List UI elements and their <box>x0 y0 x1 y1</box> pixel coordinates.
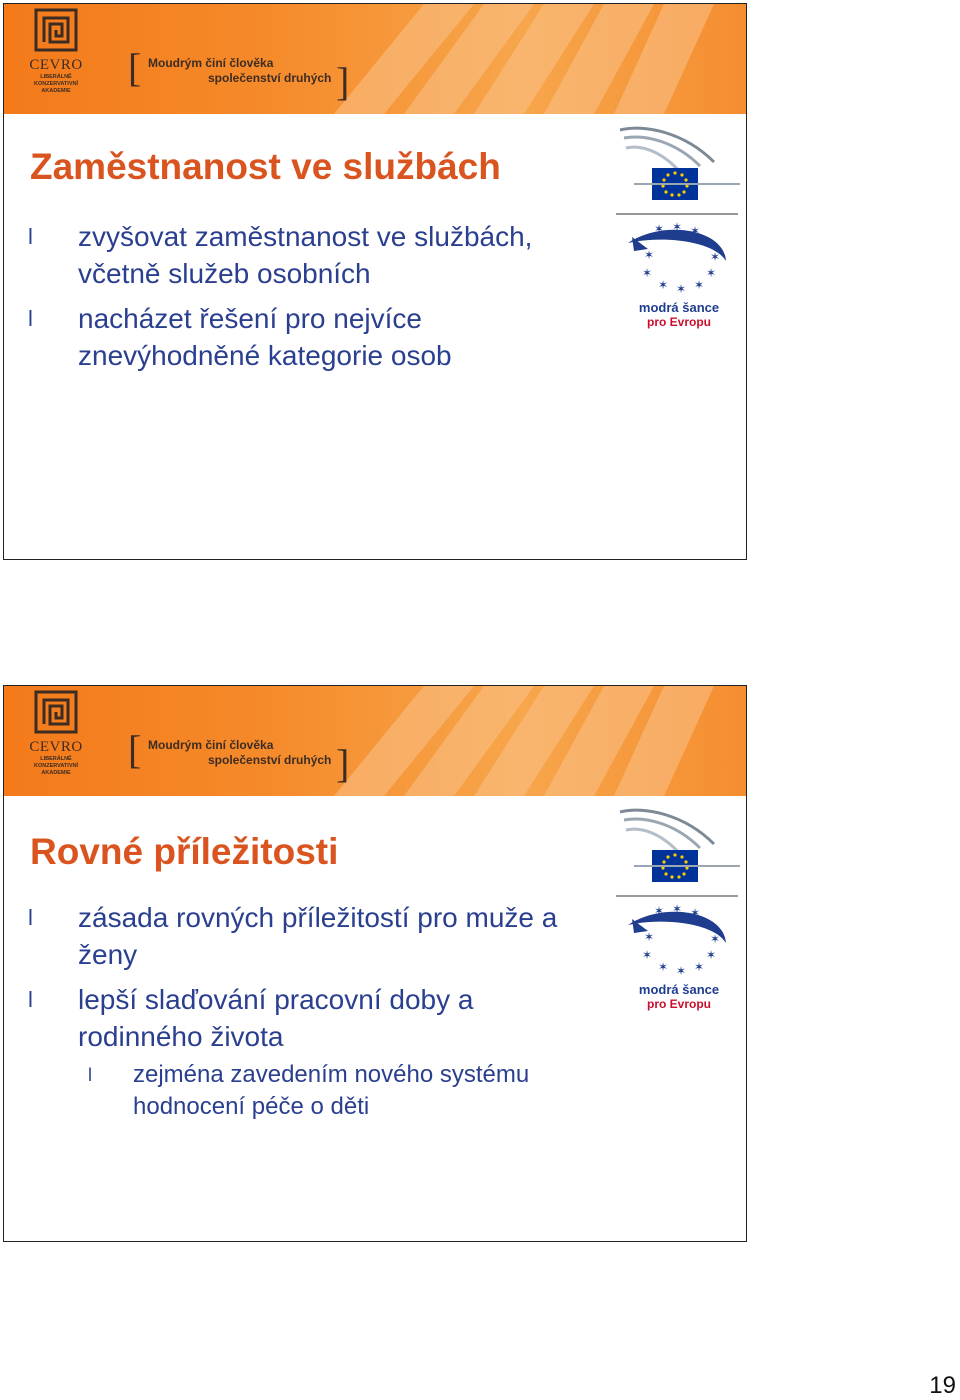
cevro-logo <box>12 690 100 792</box>
svg-text:✶: ✶ <box>676 282 687 296</box>
cevro-subtext-3: AKADEMIE <box>41 88 71 94</box>
cevro-meander-icon <box>34 690 78 734</box>
cevro-meander-icon <box>34 8 78 52</box>
slide-1 <box>3 3 747 560</box>
svg-text:✶: ✶ <box>706 948 717 962</box>
svg-text:✶: ✶ <box>706 266 717 280</box>
motto-bracket-left: [ <box>128 727 142 772</box>
motto-line-2: společenství druhých <box>208 753 332 767</box>
modra-sance-text: modrá šance <box>638 982 720 997</box>
motto-bracket-right: ] <box>336 741 350 786</box>
svg-text:✶: ✶ <box>642 266 653 280</box>
svg-text:✶: ✶ <box>690 906 701 920</box>
motto-line-2: společenství druhých <box>208 71 332 85</box>
header-banner <box>4 686 746 796</box>
stairs-graphic <box>4 686 746 796</box>
bullet-text: nacházet řešení pro nejvíce znevýhodněné kategorie osob <box>78 303 452 371</box>
svg-text:✶: ✶ <box>710 250 721 264</box>
bullet-text: zvyšovat zaměstnanost ve službách, včetně služeb osobních <box>78 221 533 289</box>
modra-sance-text: modrá šance <box>638 300 720 315</box>
cevro-subtext-3: AKADEMIE <box>41 770 71 776</box>
bullet-marker: l <box>28 905 33 930</box>
svg-text:✶: ✶ <box>694 278 705 292</box>
pro-evropu-text: pro Evropu <box>646 315 711 329</box>
motto <box>128 45 350 104</box>
svg-text:✶: ✶ <box>654 904 665 918</box>
motto-line-1: Moudrým činí člověka <box>148 56 274 70</box>
sub-bullet-text: zejména zavedením nového systému hodnocení péče o děti <box>133 1061 530 1120</box>
bullet-marker: l <box>28 987 33 1012</box>
modra-sance-logo <box>614 901 744 1016</box>
bullet-item <box>28 218 588 292</box>
bullet-marker: l <box>88 1065 92 1085</box>
cevro-subtext-2: KONZERVATIVNÍ <box>33 81 78 87</box>
header-banner <box>4 4 746 114</box>
svg-text:✶: ✶ <box>672 902 683 916</box>
svg-text:✶: ✶ <box>644 248 655 262</box>
svg-text:✶: ✶ <box>676 964 687 978</box>
svg-text:✶: ✶ <box>694 960 705 974</box>
svg-text:✶: ✶ <box>690 224 701 238</box>
sub-bullet-item <box>28 1059 588 1123</box>
bullet-list <box>28 218 588 382</box>
motto-bracket-left: [ <box>128 45 142 90</box>
bullet-text: zásada rovných příležitostí pro muže a ženy <box>78 902 558 970</box>
bullet-text: lepší slaďování pracovní doby a rodinného života <box>78 984 474 1052</box>
bullet-list <box>28 899 588 1131</box>
svg-text:✶: ✶ <box>654 222 665 236</box>
slide-title: Zaměstnanost ve službách <box>30 146 501 187</box>
stars-swoosh-icon <box>614 219 744 299</box>
cevro-subtext-2: KONZERVATIVNÍ <box>33 763 78 769</box>
motto <box>128 727 350 786</box>
pro-evropu-text: pro Evropu <box>646 997 711 1011</box>
cevro-subtext-1: LIBERÁLNĚ <box>40 74 72 80</box>
motto-bracket-right: ] <box>336 59 350 104</box>
stars-swoosh-icon <box>614 901 744 981</box>
bullet-marker: l <box>28 306 33 331</box>
motto-line-1: Moudrým činí člověka <box>148 738 274 752</box>
modra-sance-logo <box>614 219 744 334</box>
bullet-item <box>28 981 588 1055</box>
svg-text:✶: ✶ <box>642 948 653 962</box>
bullet-item <box>28 300 588 374</box>
bullet-item <box>28 899 588 973</box>
svg-text:✶: ✶ <box>710 932 721 946</box>
cevro-subtext-1: LIBERÁLNĚ <box>40 756 72 762</box>
stairs-graphic <box>4 4 746 114</box>
svg-text:✶: ✶ <box>658 960 669 974</box>
svg-text:✶: ✶ <box>658 278 669 292</box>
page-number: 19 <box>929 1372 956 1399</box>
bullet-marker: l <box>28 224 33 249</box>
cevro-logo-text: CEVRO <box>29 739 83 755</box>
slide-title: Rovné příležitosti <box>30 831 339 872</box>
cevro-logo-text: CEVRO <box>29 57 83 73</box>
svg-text:✶: ✶ <box>672 220 683 234</box>
slide-2 <box>3 685 747 1242</box>
cevro-logo <box>12 8 100 110</box>
svg-text:✶: ✶ <box>644 930 655 944</box>
